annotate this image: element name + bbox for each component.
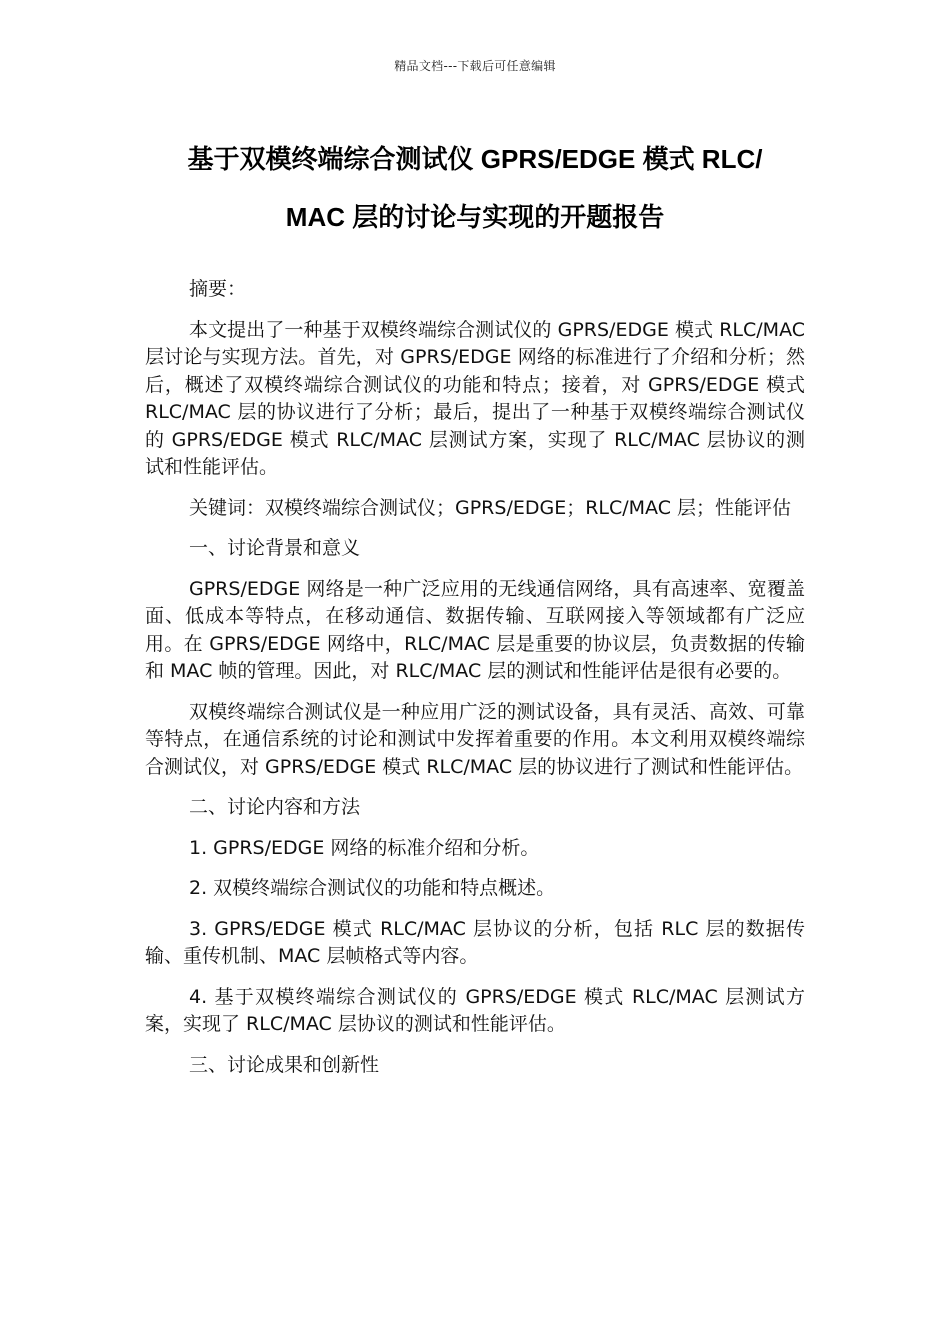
document-title-line-1: 基于双模终端综合测试仪 GPRS/EDGE 模式 RLC/ [187,144,763,174]
keywords-paragraph: 关键词：双模终端综合测试仪；GPRS/EDGE；RLC/MAC 层；性能评估 [189,496,792,519]
content-item-1: 1. GPRS/EDGE 网络的标准介绍和分析。 [189,836,540,859]
header-note: 精品文档---下载后可任意编辑 [394,59,556,73]
abstract-paragraph: 本文提出了一种基于双模终端综合测试仪的 GPRS/EDGE 模式 RLC/MAC 层讨论与实现方法。首先，对 GPRS/EDGE 网络的标准进行了介绍和分析；然后，概述了双模终端综合测试仪的功能和特点；接着，对 GPRS/EDGE 模式 RLC/MAC 层的协议进行了分析；最后，提出了一种基于双模终端综合测试仪的 GPRS/EDGE 模式 RLC/MAC 层测试方案，实现了 RLC/MAC 层协议的测试和性能评估。 [145,318,805,478]
section-heading-content: 二、讨论内容和方法 [189,796,361,818]
content-item-4: 4. 基于双模终端综合测试仪的 GPRS/EDGE 模式 RLC/MAC 层测试方案，实现了 RLC/MAC 层协议的测试和性能评估。 [145,985,805,1035]
abstract-heading: 摘要： [189,278,247,300]
content-item-3: 3. GPRS/EDGE 模式 RLC/MAC 层协议的分析，包括 RLC 层的数据传输、重传机制、MAC 层帧格式等内容。 [145,917,805,967]
background-paragraph-1: GPRS/EDGE 网络是一种广泛应用的无线通信网络，具有高速率、宽覆盖面、低成本等特点，在移动通信、数据传输、互联网接入等领域都有广泛应用。在 GPRS/EDGE 网络中，RLC/MAC 层是重要的协议层，负责数据的传输和 MAC 帧的管理。因此，对 RLC/MAC 层的测试和性能评估是很有必要的。 [145,577,805,682]
content-item-2: 2. 双模终端综合测试仪的功能和特点概述。 [189,877,556,899]
section-heading-results: 三、讨论成果和创新性 [189,1053,380,1076]
document-title-line-2: MAC 层的讨论与实现的开题报告 [285,202,665,232]
document-body [145,276,805,1092]
section-heading-background: 一、讨论背景和意义 [189,537,361,559]
background-paragraph-2: 双模终端综合测试仪是一种应用广泛的测试设备，具有灵活、高效、可靠等特点，在通信系统的讨论和测试中发挥着重要的作用。本文利用双模终端综合测试仪，对 GPRS/EDGE 模式 RLC/MAC 层的协议进行了测试和性能评估。 [145,700,805,778]
